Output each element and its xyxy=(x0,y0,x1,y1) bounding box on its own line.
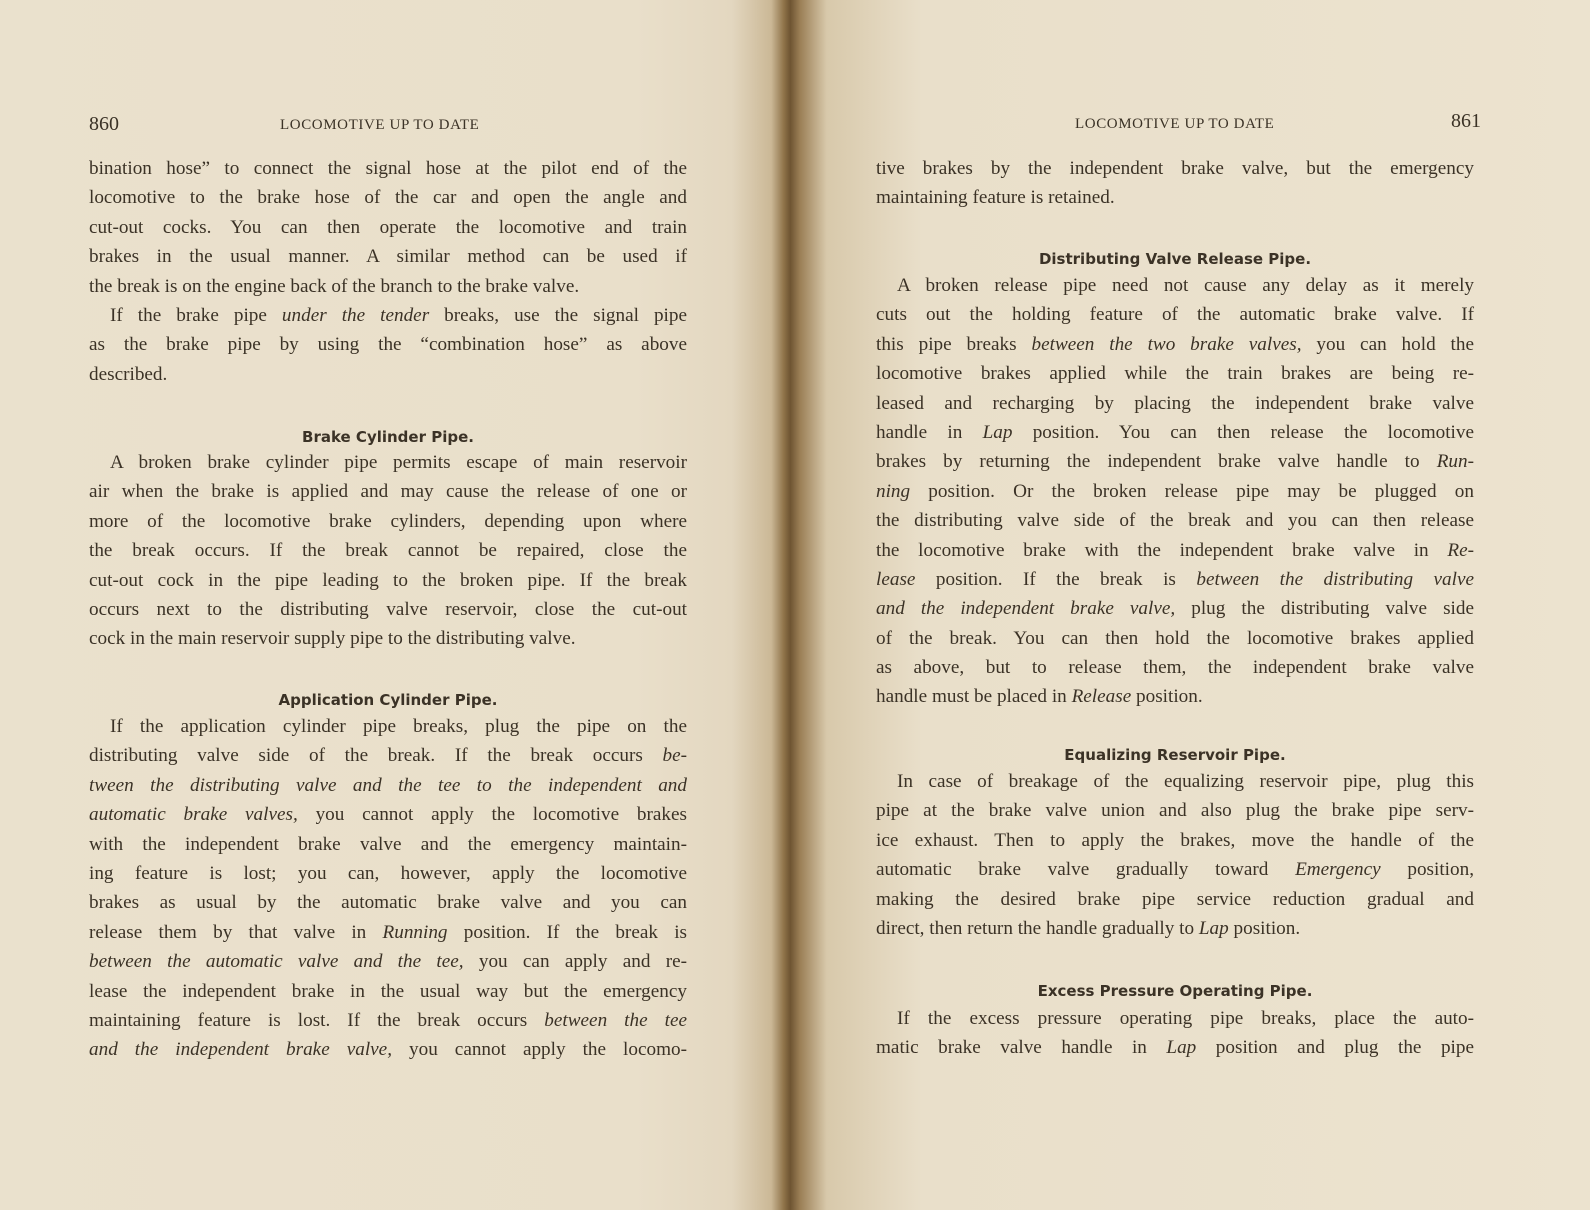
paragraph: bination hose” to connect the signal hose at the pilot end of the locomotive to the brake hose of the car and open the angle and cut-out cocks. You can then operate the locomotive and train brakes in the usual manner. A similar method can be used if the break is on the engine back of the branch to the brake valve. xyxy=(89,158,687,297)
section-heading: Distributing Valve Release Pipe. xyxy=(1038,250,1312,268)
paragraph: If the application cylinder pipe breaks, plug the pipe on the distributing valve side of the break. If the break occurs be- tween the distributing valve and the tee to the independent and automatic brake valves, you cannot apply the locomotive brakes with the independent brake valve and the emergency maintain- ing feature is lost; you can, however, apply the locomotive brakes as usual by the automatic brake valve and you can release them by that valve in Running position. If the break is between the automatic valve and the tee, you can apply and re- lease the independent brake in the usual way but the emergency maintaining feature is lost. If the break occurs between the tee and the independent brake valve, you cannot apply the locomo- xyxy=(89,716,688,1061)
page-number: 860 xyxy=(89,113,119,135)
page-number: 861 xyxy=(1451,110,1481,132)
paragraph: A broken release pipe need not cause any delay as it merely cuts out the holding feature of the automatic brake valve. If this pipe breaks between the two brake valves, you can hold the locomotive brakes applied while the train brakes are being re- leased and recharging by placing the independent brake valve handle in Lap position. You can then release the locomotive brakes by returning the independent brake valve handle to Run- ning position. Or the broken release pipe may be plugged on the distributing valve side of the break and you can then release the locomotive brake with the independent brake valve in Re- lease position. If the break is between the distributing valve and the independent brake valve, plug the distributing valve side of the break. You can then hold the locomotive brakes applied as above, but to release them, the independent brake valve handle must be placed in Release position. xyxy=(876,275,1474,708)
paragraph: A broken brake cylinder pipe permits escape of main reservoir air when the brake is applied and may cause the release of one or more of the locomotive brake cylinders, depending upon where the break occurs. If the break cannot be repaired, close the cut-out cock in the pipe leading to the broken pipe. If the break occurs next to the distributing valve reservoir, close the cut-out cock in the main reservoir supply pipe to the distributing valve. xyxy=(89,452,687,650)
running-head: LOCOMOTIVE UP TO DATE xyxy=(1075,116,1275,132)
section-heading: Brake Cylinder Pipe. xyxy=(302,428,474,446)
paragraph: If the brake pipe under the tender breaks, use the signal pipe as the brake pipe by using the “combination hose” as above described. xyxy=(89,305,687,385)
right-page xyxy=(790,0,1590,1210)
section-heading: Equalizing Reservoir Pipe. xyxy=(1064,746,1286,764)
running-head: LOCOMOTIVE UP TO DATE xyxy=(280,117,480,133)
paragraph: tive brakes by the independent brake valve, but the emergency maintaining feature is retained. xyxy=(876,158,1474,209)
section-heading: Excess Pressure Operating Pipe. xyxy=(1037,982,1313,1000)
section-heading: Application Cylinder Pipe. xyxy=(278,691,498,709)
paragraph: If the excess pressure operating pipe breaks, place the auto- matic brake valve handle in Lap position and plug the pipe xyxy=(876,1008,1474,1059)
paragraph: In case of breakage of the equalizing reservoir pipe, plug this pipe at the brake valve union and also plug the brake pipe serv- ice exhaust. Then to apply the brakes, move the handle of the automatic brake valve gradually toward Emergency position, making the desired brake pipe service reduction gradual and direct, then return the handle gradually to Lap position. xyxy=(876,771,1474,939)
left-page xyxy=(0,0,785,1210)
